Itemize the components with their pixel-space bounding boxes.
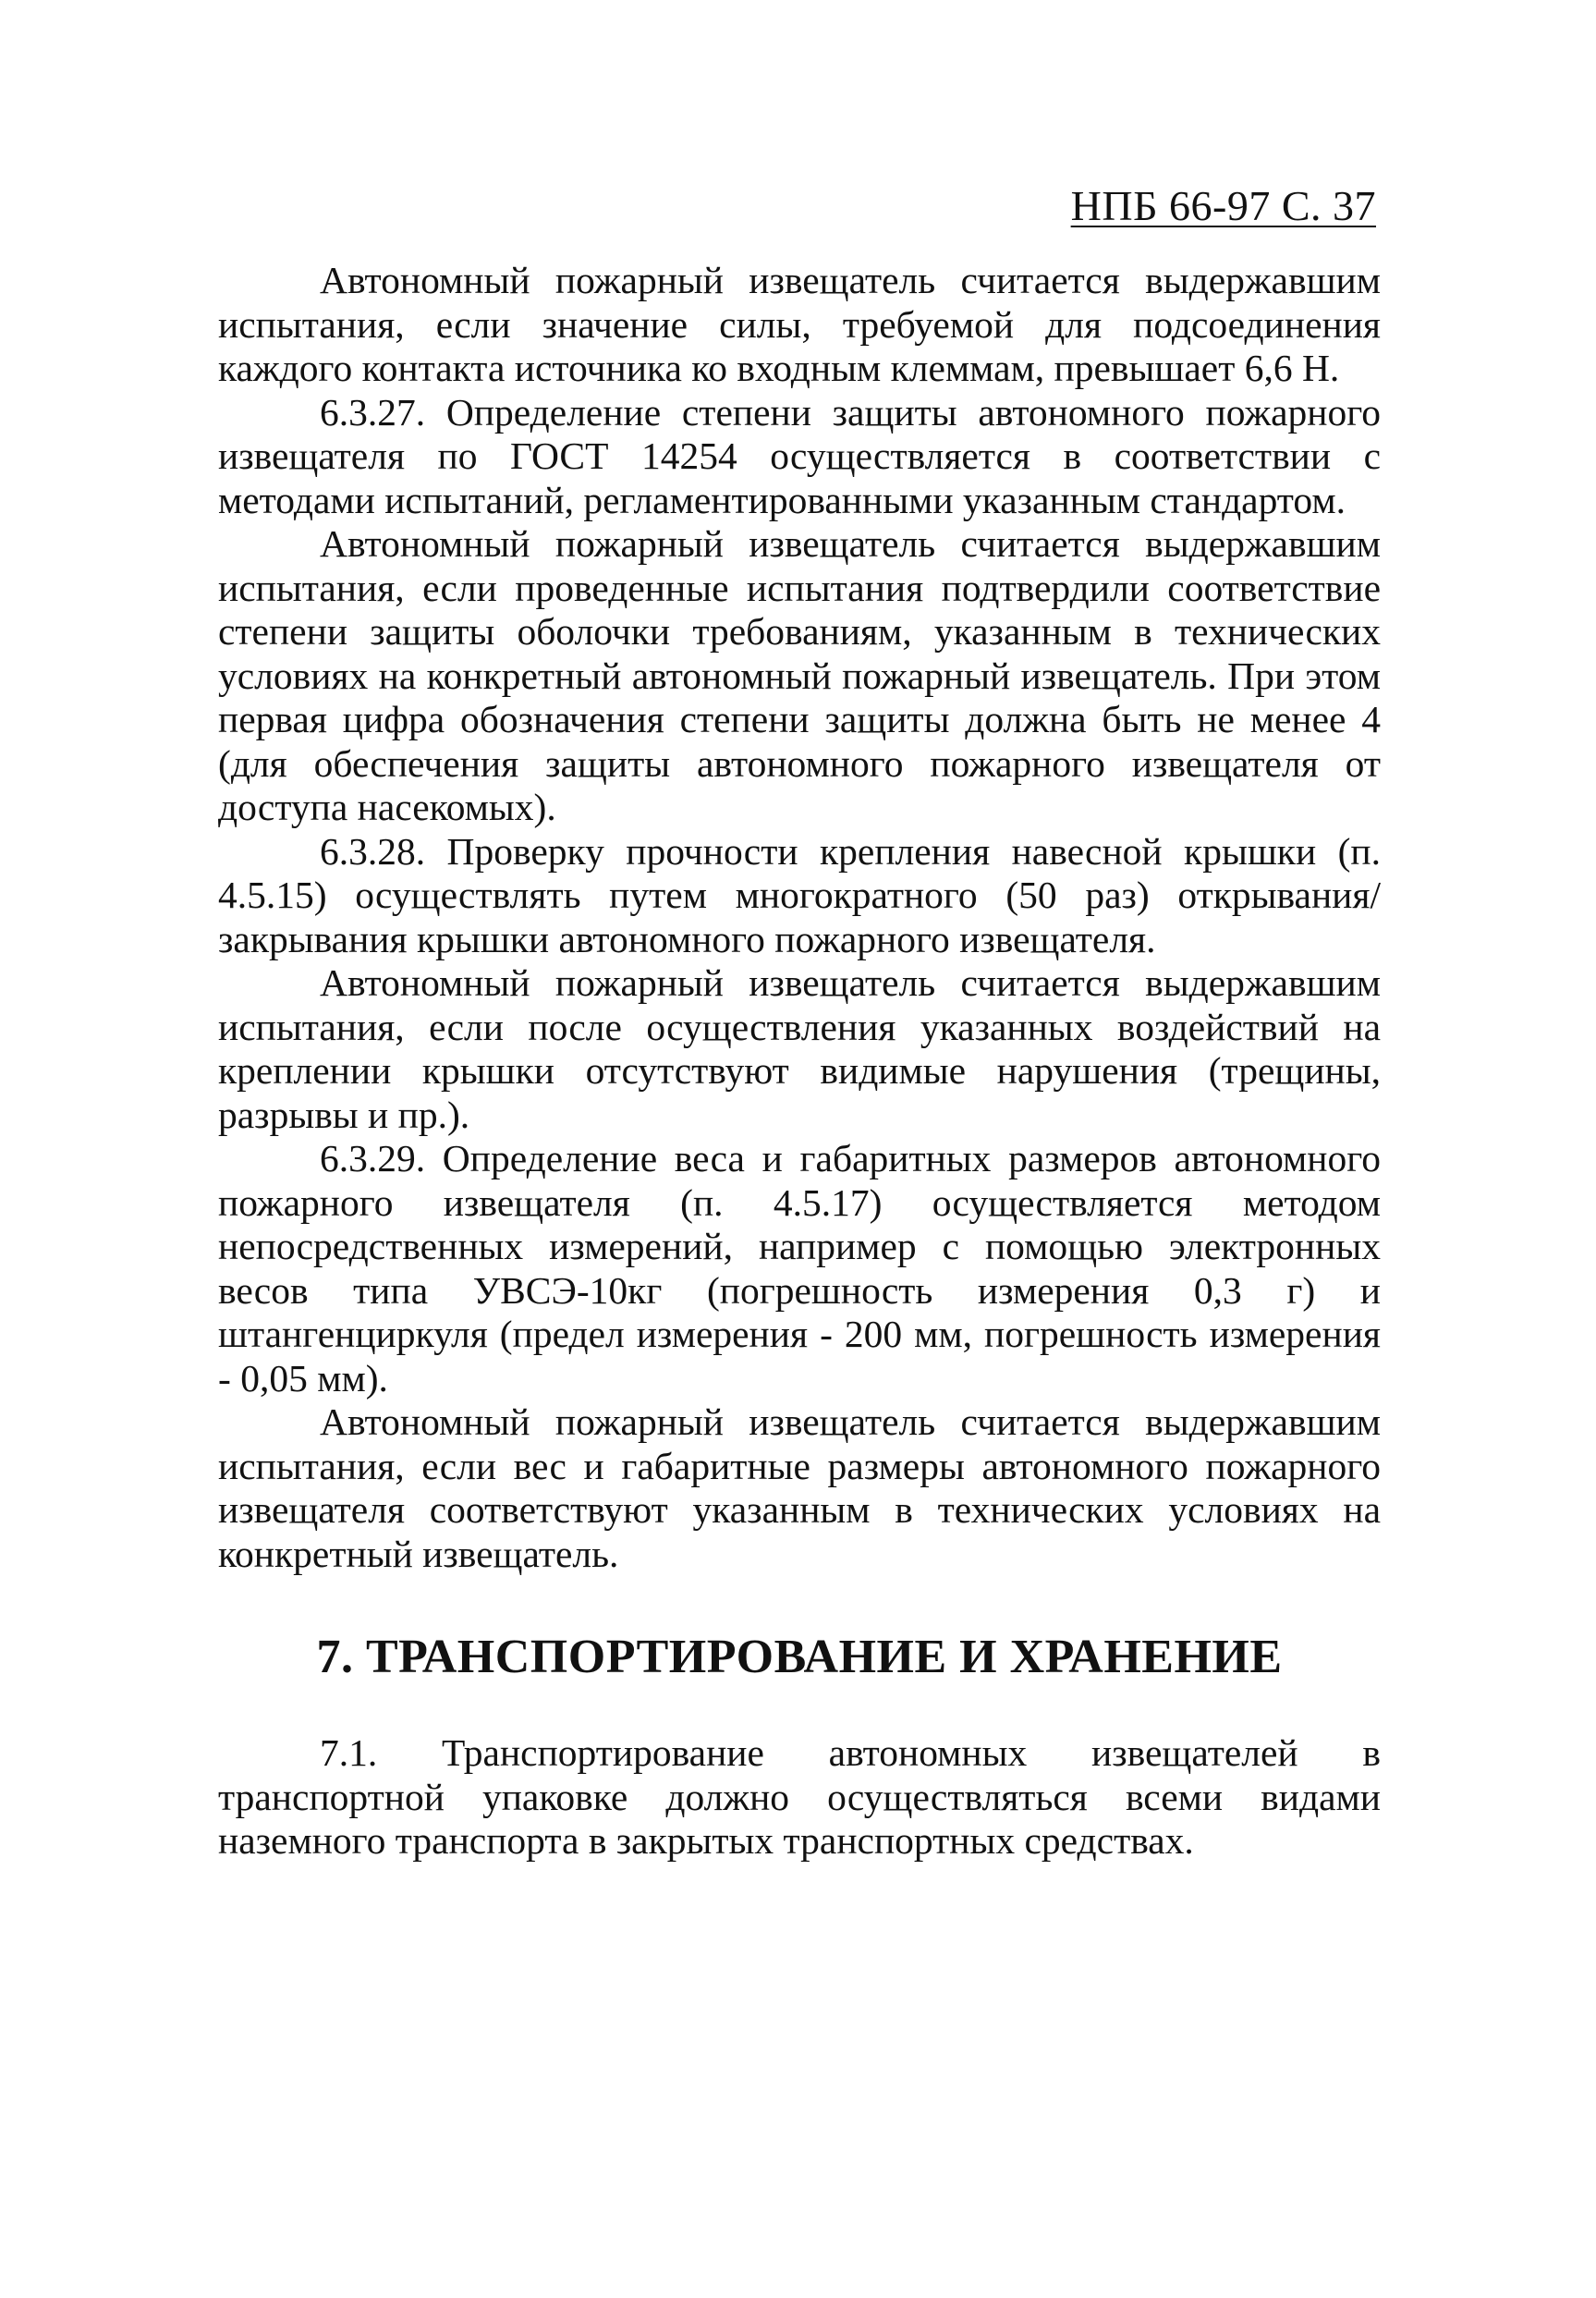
paragraph-pass-criteria-force: Автономный пожарный извещатель считается выдержавшим испытания, если значение силы, требуемой для подсоединения каждого контакта источника ко входным клеммам, превышает 6,6 Н.: [218, 259, 1381, 389]
paragraph-pass-criteria-dimensions: Автономный пожарный извещатель считается выдержавшим испытания, если вес и габаритные размеры автономного пожарного извещателя соответствуют указанным в технических условиях на конкретный извещатель.: [218, 1400, 1381, 1575]
paragraph-6-3-28: 6.3.28. Проверку прочности крепления навесной крышки (п. 4.5.15) осуществлять путем многократного (50 раз) открывания/закрывания крышки автономного пожарного извещателя.: [218, 829, 1381, 960]
page-header-doc-ref: НПБ 66-97 С. 37: [1070, 182, 1376, 229]
paragraph-pass-criteria-cover: Автономный пожарный извещатель считается выдержавшим испытания, если после осуществления указанных воздействий на креплении крышки отсутствуют видимые нарушения (трещины, разрывы и пр.).: [218, 961, 1381, 1136]
section-title: 7. ТРАНСПОРТИРОВАНИЕ И ХРАНЕНИЕ: [316, 1631, 1283, 1683]
body-text: [218, 259, 1381, 1864]
paragraph-6-3-29: 6.3.29. Определение веса и габаритных размеров автономного пожарного извещателя (п. 4.5.17) осуществляется методом непосредственных измерений, например с помощью электронных весов типа УВСЭ-10кг (погрешность измерения 0,3 г) и штангенциркуля (предел измерения - 200 мм, погрешность измерения - 0,05 мм).: [218, 1137, 1381, 1400]
paragraph-7-1: 7.1. Транспортирование автономных извещателей в транспортной упаковке должно осуществляться всеми видами наземного транспорта в закрытых транспортных средствах.: [218, 1731, 1381, 1862]
paragraph-pass-criteria-protection: Автономный пожарный извещатель считается выдержавшим испытания, если проведенные испытания подтвердили соответствие степени защиты оболочки требованиям, указанным в технических условиях на конкретный автономный пожарный извещатель. При этом первая цифра обозначения степени защиты должна быть не менее 4 (для обеспечения защиты автономного пожарного извещателя от доступа насекомых).: [218, 522, 1381, 828]
paragraph-6-3-27: 6.3.27. Определение степени защиты автономного пожарного извещателя по ГОСТ 14254 осуществляется в соответствии с методами испытаний, регламентированными указанным стандартом.: [218, 390, 1381, 521]
